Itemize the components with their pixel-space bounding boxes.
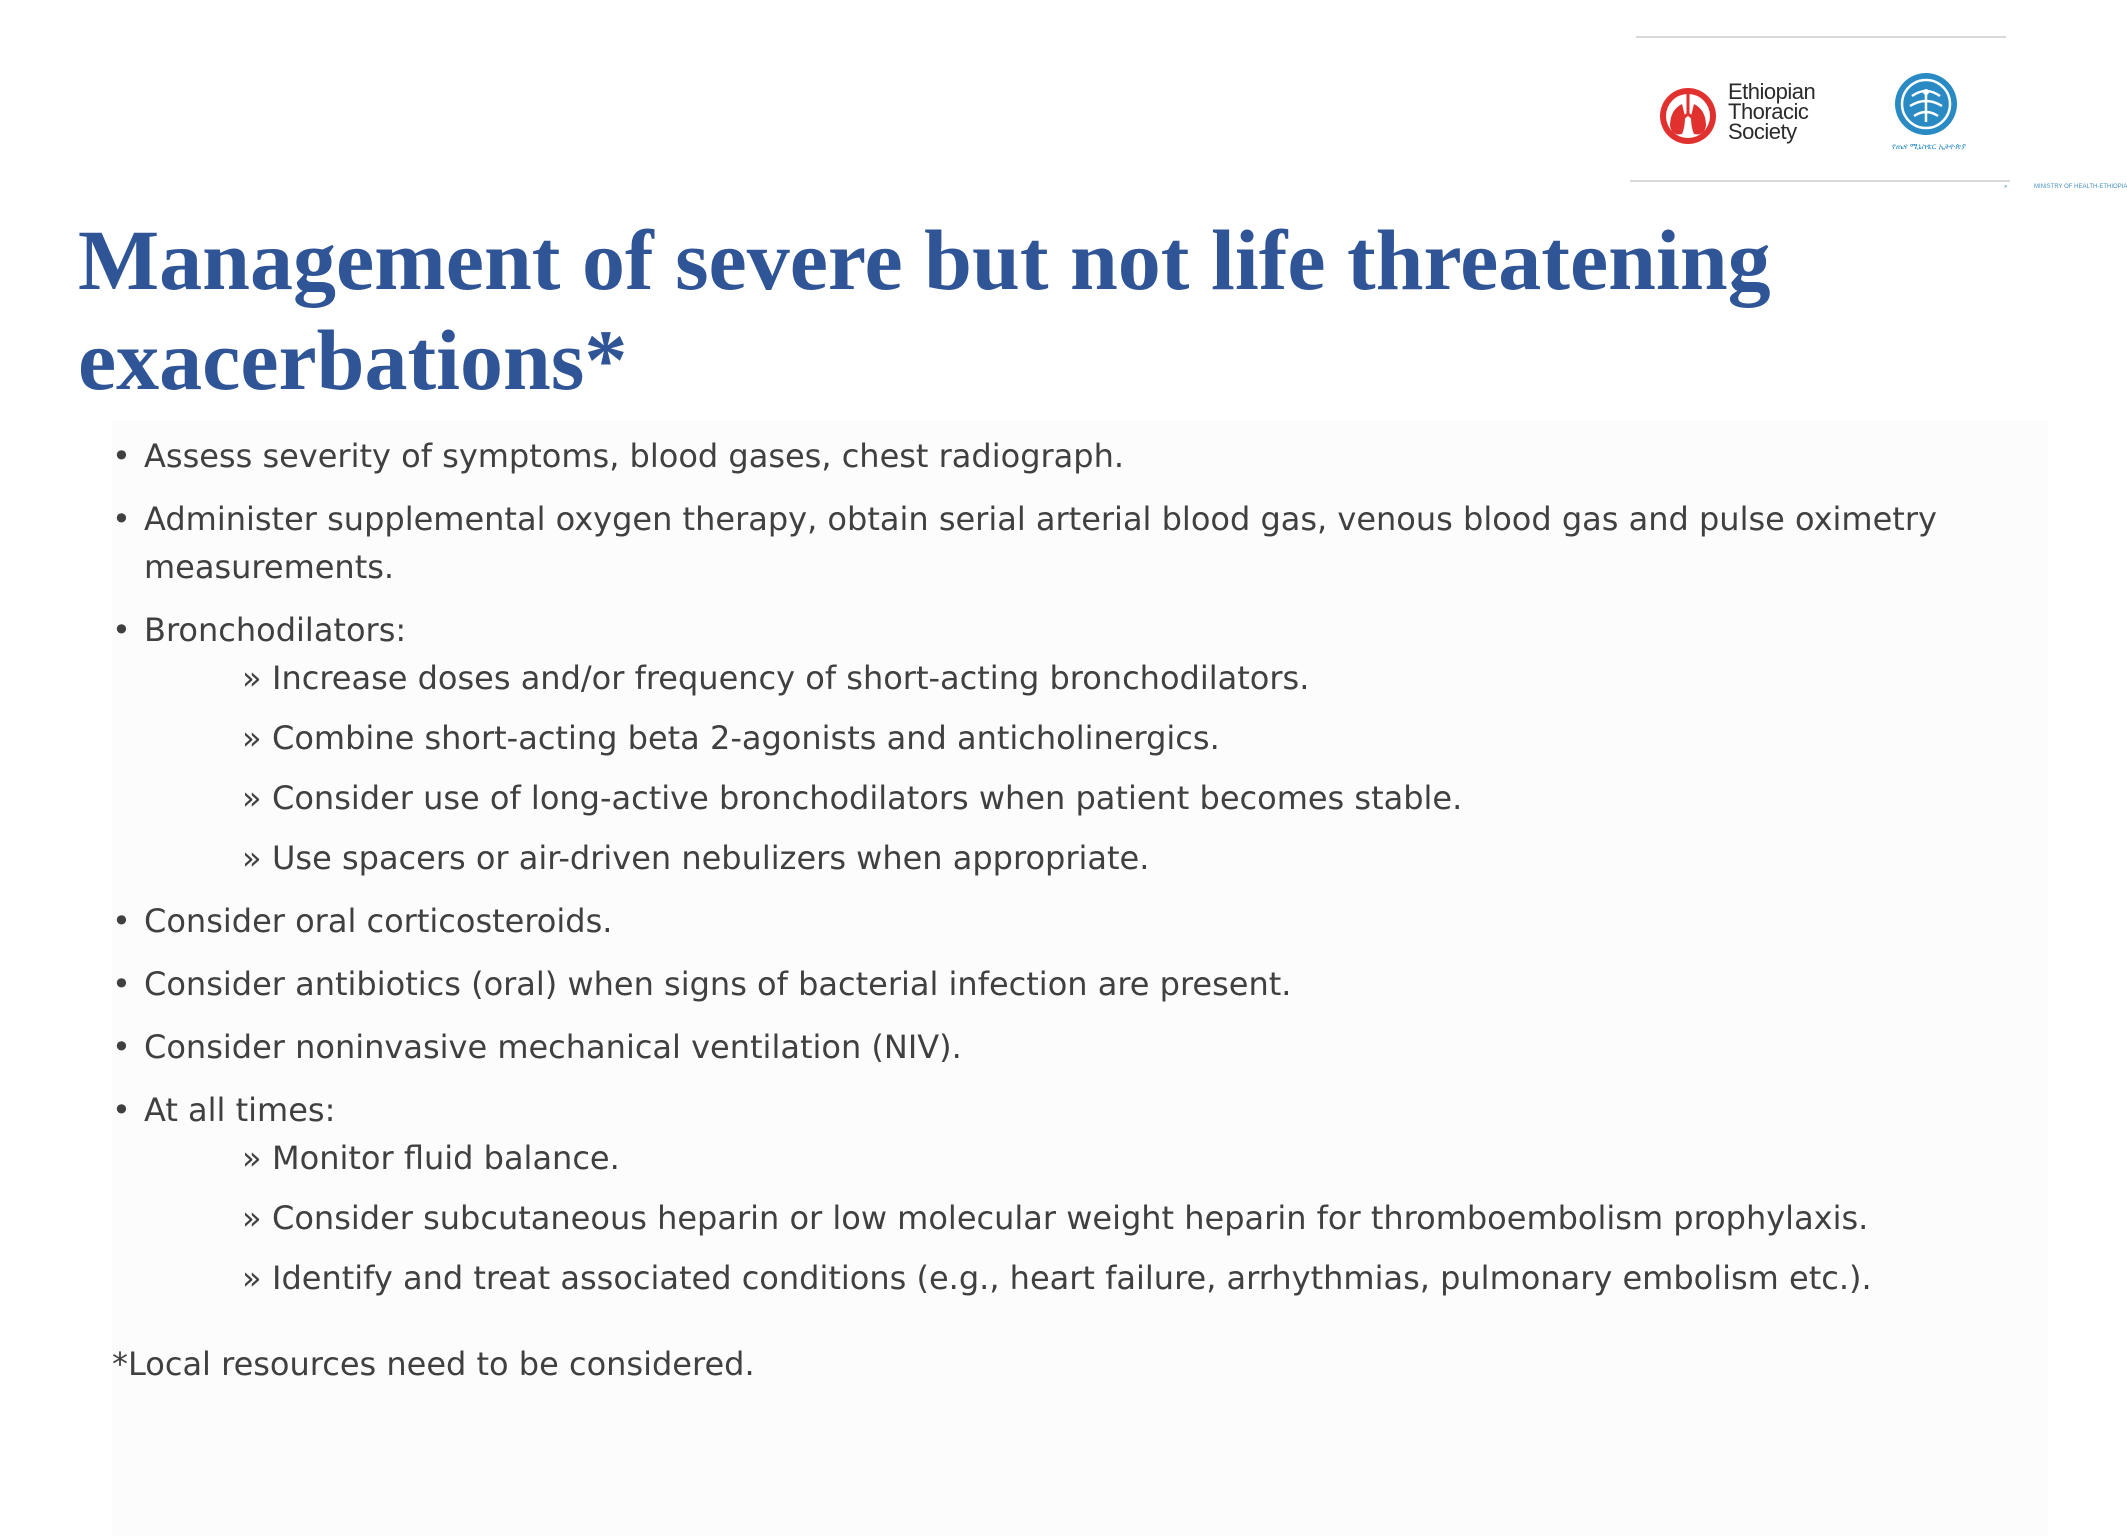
slide-title [78, 210, 1938, 410]
bullet-text: Administer supplemental oxygen therapy, obtain serial arterial blood gas, venous blood gas and pulse oximetry measurements. [144, 500, 1937, 586]
moh-logo [1870, 70, 2127, 190]
footnote: *Local resources need to be considered. [112, 1345, 755, 1383]
logo-divider-top [1636, 36, 2006, 38]
bullet-text: Assess severity of symptoms, blood gases, chest radiograph. [144, 437, 1125, 475]
bullet-item [112, 897, 2032, 945]
bullet-text: Consider noninvasive mechanical ventilation (NIV). [144, 1028, 962, 1066]
bullet-text: At all times: [144, 1091, 336, 1129]
bullet-text: Bronchodilators: [144, 611, 407, 649]
lungs-icon [1658, 80, 1718, 148]
bullet-text: Consider oral corticosteroids. [144, 902, 613, 940]
ministry-of-health-emblem-icon [1870, 70, 1990, 140]
sub-list-at-all-times [112, 1134, 2032, 1302]
bullet-item [112, 606, 2032, 654]
logo-panel [1630, 36, 2127, 190]
sub-bullet-item: » Combine short-acting beta 2-agonists and anticholinergics. [112, 714, 2032, 762]
sub-bullet-item: » Consider use of long-active bronchodilators when patient becomes stable. [112, 774, 2032, 822]
bullet-item [112, 1086, 2032, 1134]
sub-list-bronchodilators [112, 654, 2032, 882]
slide-body [112, 432, 2032, 1388]
bullet-item [112, 1023, 2032, 1071]
ets-line-3: Society [1728, 119, 1797, 144]
sub-bullet-item: » Monitor fluid balance. [112, 1134, 2032, 1182]
ets-line-2: Thoracic [1728, 99, 1809, 124]
logo-divider-bottom [1630, 180, 2010, 182]
ets-logo [1658, 79, 1858, 182]
moh-caption-amharic: የጤና ሚኒስቴር ኢትዮጵያ [1891, 142, 1967, 151]
title-line-1: Management of severe but not life threatening [78, 212, 1771, 308]
bullet-item [112, 960, 2032, 1008]
sub-bullet-item: » Consider subcutaneous heparin or low molecular weight heparin for thromboembolism prophylaxis. [112, 1194, 2032, 1242]
bullet-item [112, 432, 2032, 480]
sub-bullet-item: » Use spacers or air-driven nebulizers when appropriate. [112, 834, 2032, 882]
sub-bullet-item: » Increase doses and/or frequency of short-acting bronchodilators. [112, 654, 2032, 702]
moh-caption-english: » MINISTRY OF HEALTH-ETHIOPIA [1874, 163, 2034, 211]
moh-caption [1874, 142, 2127, 211]
ets-wordmark [1728, 79, 1816, 144]
sub-bullet-item: » Identify and treat associated conditions (e.g., heart failure, arrhythmias, pulmonary embolism etc.). [112, 1254, 2032, 1302]
ets-line-1: Ethiopian [1728, 79, 1816, 104]
bullet-text: Consider antibiotics (oral) when signs of bacterial infection are present. [144, 965, 1292, 1003]
bullet-item [112, 495, 2032, 591]
title-line-2: exacerbations* [78, 312, 628, 408]
